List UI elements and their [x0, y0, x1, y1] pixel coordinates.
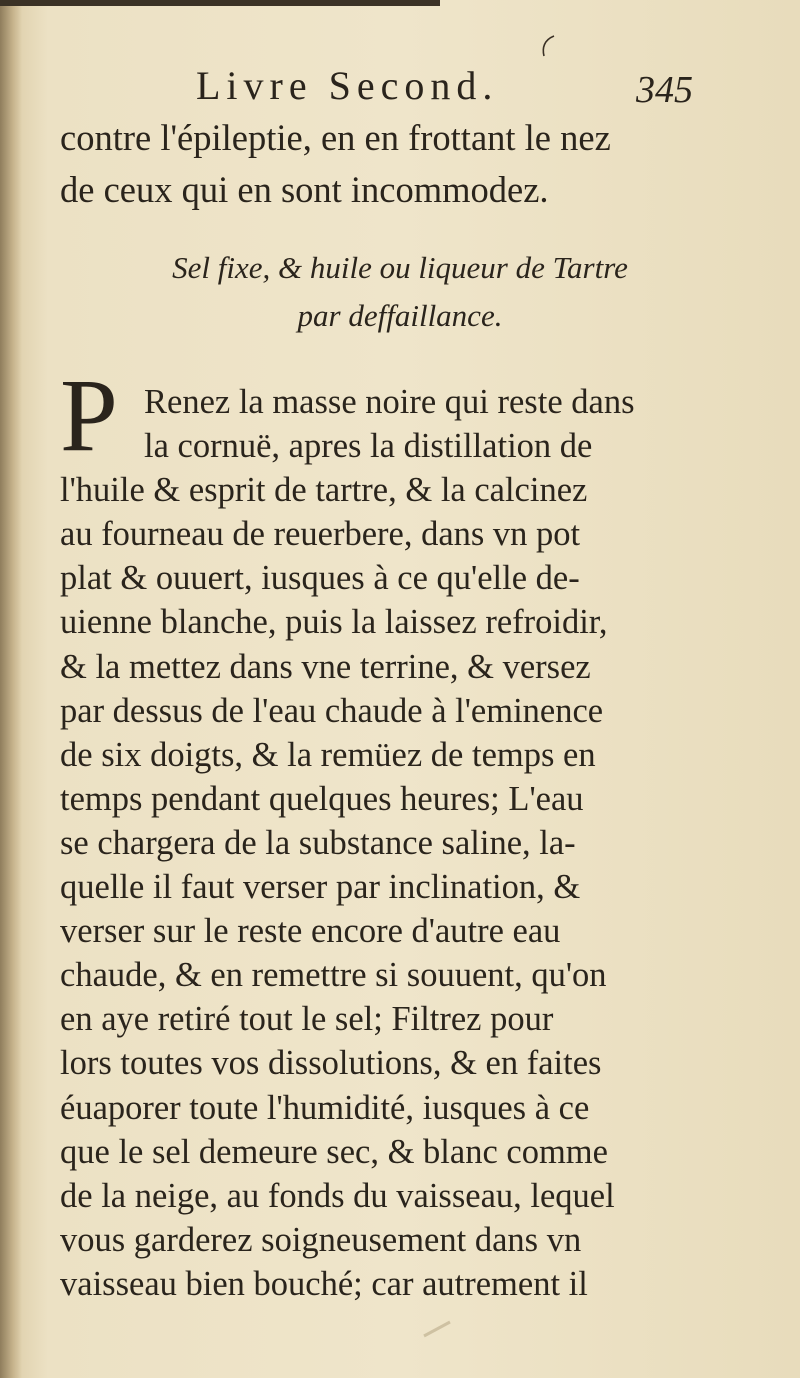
text-line: au fourneau de reuerbere, dans vn pot — [60, 515, 581, 554]
text-line: en aye retiré tout le sel; Filtrez pour — [60, 1000, 554, 1039]
text-line: verser sur le reste encore d'autre eau — [60, 912, 561, 951]
pen-mark — [536, 34, 560, 58]
section-title — [60, 244, 740, 340]
text-line: plat & ouuert, iusques à ce qu'elle de- — [60, 559, 580, 598]
text-line: l'huile & esprit de tartre, & la calcinez — [60, 471, 588, 510]
text-line: & la mettez dans vne terrine, & versez — [60, 647, 591, 686]
section-title-line: par deffaillance. — [297, 298, 503, 333]
text-line: que le sel demeure sec, & blanc comme — [60, 1132, 608, 1171]
text-line: de la neige, au fonds du vaisseau, lequel — [60, 1176, 615, 1215]
running-head: Livre Second. — [196, 63, 499, 108]
intro-paragraph — [60, 112, 740, 216]
body-paragraph — [60, 380, 740, 1306]
text-line: vous garderez soigneusement dans vn — [60, 1220, 582, 1259]
text-line: éuaporer toute l'humidité, iusques à ce — [60, 1088, 590, 1127]
text-line: quelle il faut verser par inclination, & — [60, 868, 581, 907]
text-line: chaude, & en remettre si souuent, qu'on — [60, 956, 607, 995]
text-line: la cornuë, apres la distillation de — [144, 427, 593, 466]
text-line: se chargera de la substance saline, la- — [60, 823, 576, 862]
text-line: lors toutes vos dissolutions, & en faites — [60, 1044, 602, 1083]
text-line: de ceux qui en sont incommodez. — [60, 169, 549, 210]
page-gutter — [0, 0, 22, 1378]
text-line: par dessus de l'eau chaude à l'eminence — [60, 691, 604, 730]
text-line: uienne blanche, puis la laissez refroidir, — [60, 603, 608, 642]
top-rule — [0, 0, 440, 6]
page-number: 345 — [636, 69, 693, 111]
text-line: temps pendant quelques heures; L'eau — [60, 779, 584, 818]
text-line: Renez la masse noire qui reste dans — [144, 383, 635, 421]
drop-cap: P — [60, 358, 118, 473]
text-line: vaisseau bien bouché; car autrement il — [60, 1264, 588, 1303]
page-header — [196, 62, 736, 112]
section-title-line: Sel fixe, & huile ou liqueur de Tartre — [172, 250, 628, 285]
ink-smudge — [420, 1316, 460, 1340]
text-line: contre l'épileptie, en en frottant le nez — [60, 117, 611, 158]
text-line: de six doigts, & la remüez de temps en — [60, 735, 596, 774]
